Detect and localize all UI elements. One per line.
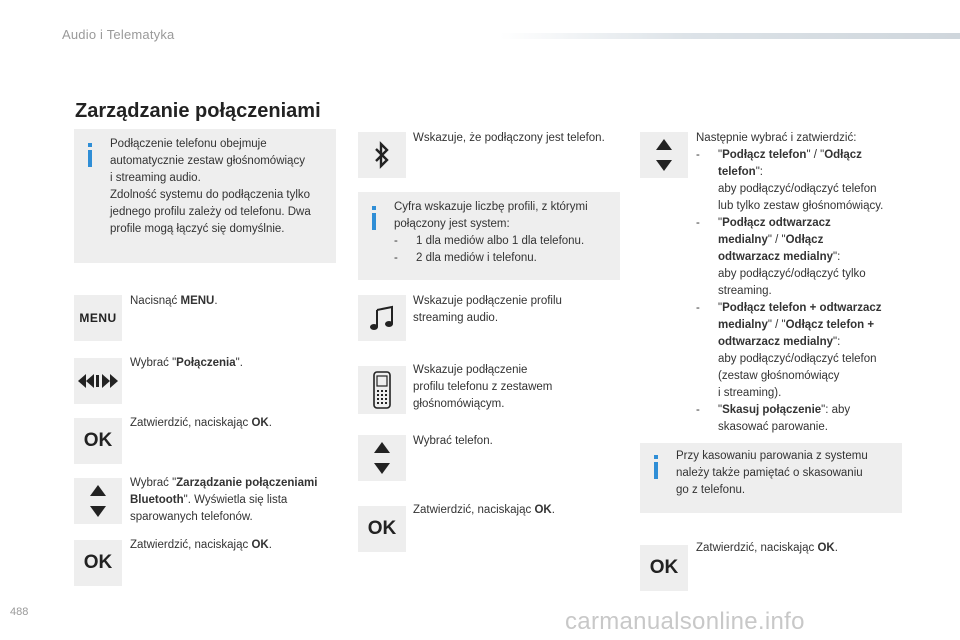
mobile-phone-icon <box>372 371 392 409</box>
quote: " <box>718 404 723 416</box>
list-dash: - <box>696 302 700 314</box>
option-desc: ": aby <box>821 404 851 416</box>
option-bold: Odłącz telefon + <box>785 319 875 331</box>
step-text-bold: Połączenia <box>176 357 236 369</box>
option-bold: Odłącz <box>785 234 824 246</box>
info-icon <box>88 143 92 167</box>
option-desc: aby podłączyć/odłączyć tylko <box>718 268 866 280</box>
step-text-bold: OK <box>251 539 269 551</box>
separator: " / " <box>806 149 825 161</box>
info2-line: Cyfra wskazuje liczbę profili, z którymi <box>394 201 588 213</box>
step-text: . <box>268 539 272 551</box>
music-line: streaming audio. <box>413 312 499 324</box>
step-confirm-ok <box>696 540 838 557</box>
option-delete-connection <box>696 402 916 436</box>
quote: " <box>718 302 723 314</box>
list-dash: - <box>696 217 700 229</box>
info1-line: profile mogą łączyć się domyślnie. <box>110 223 285 235</box>
step-text: . <box>551 504 555 516</box>
option-desc: i streaming). <box>718 387 782 399</box>
option-bold: Podłącz telefon + odtwarzacz <box>722 302 882 314</box>
step-select-phone: Wybrać telefon. <box>413 435 493 447</box>
info2-list-item <box>394 250 618 267</box>
music-icon-box <box>358 295 406 341</box>
step-text: . <box>268 417 272 429</box>
info3-line: Przy kasowaniu parowania z systemu <box>676 450 868 462</box>
page-number: 488 <box>10 606 29 618</box>
info-icon <box>654 455 658 479</box>
option-bold: Podłącz odtwarzacz <box>722 217 831 229</box>
step-text: Wybrać " <box>130 477 177 489</box>
option-bold: medialny <box>718 319 768 331</box>
option-bold: Odłącz <box>824 149 862 161</box>
option-desc: (zestaw głośnomówiący <box>718 370 840 382</box>
step-text-bold: Zarządzanie połączeniami <box>176 477 318 489</box>
phone-icon-box <box>358 366 406 414</box>
step-text-bold: Bluetooth <box>130 494 184 506</box>
info1-line: automatycznie zestaw głośnomówiący <box>110 155 305 167</box>
step-confirm-ok <box>130 415 272 432</box>
ok-button-icon <box>640 545 688 591</box>
up-down-arrows-icon <box>656 139 672 171</box>
step-select-bluetooth <box>130 475 340 526</box>
menu-icon-label: MENU <box>79 311 117 325</box>
bluetooth-icon-box <box>358 132 406 178</box>
step-text-bold: MENU <box>180 295 215 307</box>
step-text: ". Wyświetla się lista <box>183 494 288 506</box>
option-bold: odtwarzacz medialny <box>718 336 834 348</box>
list-text: 2 dla mediów i telefonu. <box>416 252 537 264</box>
ok-button-icon <box>358 506 406 552</box>
up-down-arrows-icon <box>374 442 390 474</box>
info2-line: połączony jest system: <box>394 218 510 230</box>
step-text-bold: OK <box>251 417 269 429</box>
option-bold: Podłącz telefon <box>722 149 807 161</box>
info1-line: jednego profilu zależy od telefonu. Dwa <box>110 206 311 218</box>
left-right-arrows-icon <box>78 374 118 388</box>
option-desc: aby podłączyć/odłączyć telefon <box>718 183 877 195</box>
list-dash: - <box>394 235 398 247</box>
option-connect-phone <box>696 147 916 215</box>
music-note-icon <box>368 304 396 332</box>
list-dash: - <box>394 252 398 264</box>
step-text: Zatwierdzić, naciskając <box>130 417 252 429</box>
step-confirm-ok <box>130 537 272 554</box>
seek-arrows-icon <box>74 358 122 404</box>
quote: ": <box>833 336 841 348</box>
quote: " <box>718 149 723 161</box>
separator: " / " <box>767 319 786 331</box>
step-text-bold: OK <box>534 504 552 516</box>
list-dash: - <box>696 149 700 161</box>
quote: ": <box>755 166 763 178</box>
phone-line: profilu telefonu z zestawem <box>413 381 553 393</box>
option-bold: telefon <box>718 166 756 178</box>
ok-icon-label: OK <box>83 552 113 573</box>
step-text: Zatwierdzić, naciskając <box>696 542 818 554</box>
option-connect-phone-media <box>696 300 916 402</box>
option-desc: streaming. <box>718 285 772 297</box>
step-text: Zatwierdzić, naciskając <box>130 539 252 551</box>
menu-button-icon <box>74 295 122 341</box>
option-desc: aby podłączyć/odłączyć telefon <box>718 353 877 365</box>
page-title: Zarządzanie połączeniami <box>75 100 321 122</box>
up-down-arrows-box <box>640 132 688 178</box>
option-bold: odtwarzacz medialny <box>718 251 834 263</box>
info1-line: Podłączenie telefonu obejmuje <box>110 138 267 150</box>
quote: ": <box>833 251 841 263</box>
connection-options <box>696 130 916 436</box>
option-desc: lub tylko zestaw głośnomówiący. <box>718 200 884 212</box>
option-bold: medialny <box>718 234 768 246</box>
up-down-arrows-icon <box>90 485 106 517</box>
ok-icon-label: OK <box>83 430 113 451</box>
phone-description <box>413 362 552 413</box>
separator: " / " <box>767 234 786 246</box>
phone-line: głośnomówiącym. <box>413 398 505 410</box>
step-text: . <box>214 295 218 307</box>
step-text: Zatwierdzić, naciskając <box>413 504 535 516</box>
info-box-profile-count <box>358 192 620 280</box>
info2-list-item <box>394 233 618 250</box>
ok-icon-label: OK <box>649 557 679 578</box>
step-text: ". <box>235 357 243 369</box>
step-confirm-ok <box>413 502 555 519</box>
ok-button-icon <box>74 418 122 464</box>
step-text-bold: OK <box>817 542 835 554</box>
header-divider <box>500 33 960 39</box>
phone-line: Wskazuje podłączenie <box>413 364 528 376</box>
info1-line: Zdolność systemu do podłączenia tylko <box>110 189 311 201</box>
info-icon <box>372 206 376 230</box>
step-text: . <box>834 542 838 554</box>
watermark: carmanualsonline.info <box>565 608 805 635</box>
list-text: 1 dla mediów albo 1 dla telefonu. <box>416 235 585 247</box>
list-dash: - <box>696 404 700 416</box>
bluetooth-description: Wskazuje, że podłączony jest telefon. <box>413 132 605 144</box>
up-down-arrows-box <box>358 435 406 481</box>
info-box-delete-pairing <box>640 443 902 513</box>
quote: " <box>718 217 723 229</box>
ok-button-icon <box>74 540 122 586</box>
section-header: Audio i Telematyka <box>62 27 175 42</box>
bluetooth-icon <box>374 141 390 169</box>
music-description <box>413 293 562 327</box>
ok-icon-label: OK <box>367 518 397 539</box>
option-desc: skasować parowanie. <box>718 421 828 433</box>
option-connect-media <box>696 215 916 300</box>
info1-line: i streaming audio. <box>110 172 201 184</box>
step-text: Nacisnąć <box>130 295 181 307</box>
info3-line: należy także pamiętać o skasowaniu <box>676 467 863 479</box>
up-down-arrows-box <box>74 478 122 524</box>
step-text: Wybrać " <box>130 357 177 369</box>
step-text: sparowanych telefonów. <box>130 511 253 523</box>
option-bold: Skasuj połączenie <box>722 404 822 416</box>
music-line: Wskazuje podłączenie profilu <box>413 295 562 307</box>
step-select-connections <box>130 355 243 372</box>
info-box-profiles <box>74 129 336 263</box>
step-press-menu <box>130 293 218 310</box>
info3-line: go z telefonu. <box>676 484 746 496</box>
options-intro: Następnie wybrać i zatwierdzić: <box>696 132 857 144</box>
